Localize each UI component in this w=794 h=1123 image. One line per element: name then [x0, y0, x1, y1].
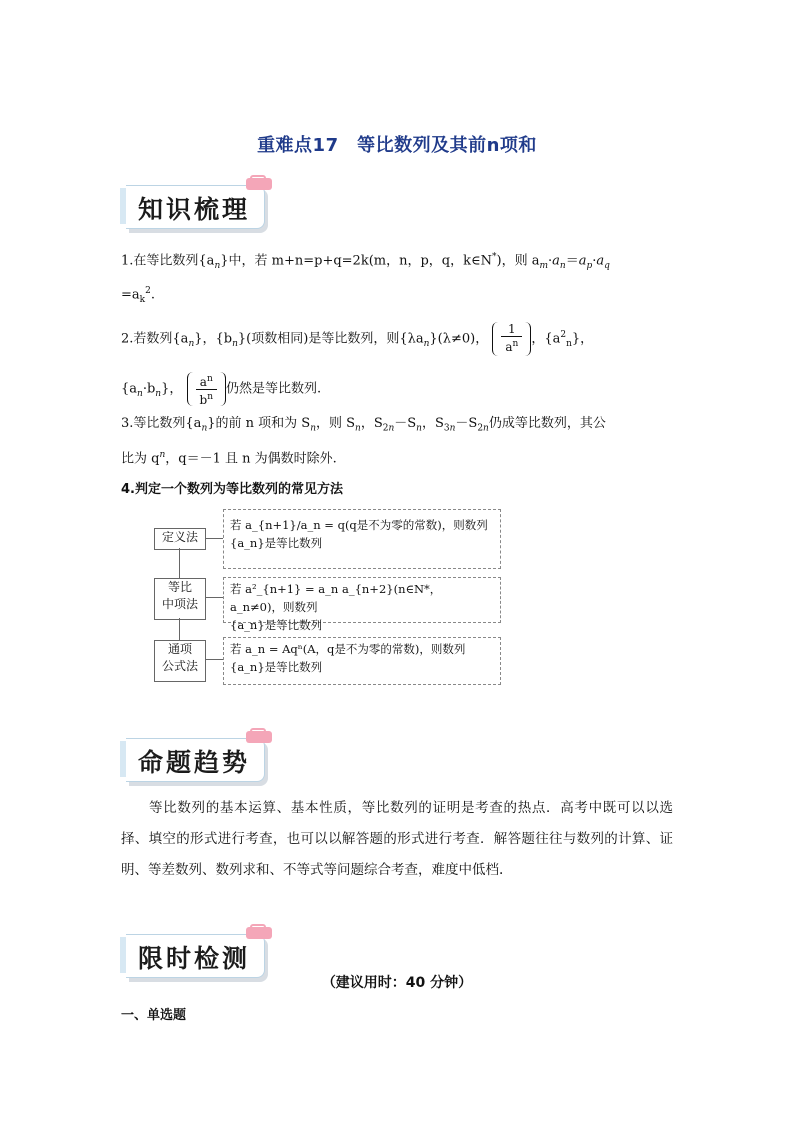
banner-label: 限时检测 [138, 944, 251, 973]
method-geometric-mean-desc: 若 a²_{n+1} = a_n a_{n+2}(n∈N*，a_n≠0)，则数列 {a_n}是等比数列 [223, 577, 501, 623]
point-1-cont: $=a_k^2$. [121, 286, 155, 305]
point-1: 1.在等比数列$\{a_n\}$中，若 m+n=p+q=2k(m，n，p，q，k∈N*)，则 $a_m\cdot a_n=a_p\cdot a_q$ [121, 252, 610, 271]
method-general-term: 通项 公式法 [154, 640, 206, 682]
section-banner-test [120, 934, 268, 976]
point-3-cont: 比为 $q^n$，q＝－1 且 n 为偶数时除外. [121, 450, 337, 467]
method-general-term-desc: 若 a_n = Aqⁿ(A，q是不为零的常数)，则数列 {a_n}是等比数列 [223, 637, 501, 685]
methods-heading: 4.判定一个数列为等比数列的常见方法 [121, 482, 343, 497]
time-hint: （建议用时：40 分钟） [321, 975, 473, 991]
banner-label: 知识梳理 [138, 195, 251, 224]
point-2-cont: $\{a_n\cdot b_n\}$， $\frac{a^n}{b^n}$ 仍然是等比数列. [121, 374, 322, 407]
method-definition: 定义法 [154, 528, 206, 550]
point-3: 3.等比数列$\{a_n\}$的前 n 项和为 $S_n$，则 $S_n$，$S_{2n}-S_n$，$S_{3n}-S_{2n}$仍成等比数列，其公 [121, 416, 606, 434]
section-banner-knowledge [120, 185, 268, 227]
banner-label: 命题趋势 [138, 748, 251, 777]
point-2: 2.若数列$\{a_n\}$，$\{b_n\}$(项数相同)是等比数列，则$\{\lambda a_n\}(\lambda\ne 0)$， $\frac{1}{a^n}$ ，$\{a^2_n\}$， [121, 322, 594, 354]
trend-paragraph: 等比数列的基本运算、基本性质，等比数列的证明是考查的热点．高考中既可以以选择、填空的形式进行考查，也可以以解答题的形式进行考查．解答题往往与数列的计算、证明、等差数列、数列求和、不等式等问题综合考查，难度中低档. [121, 800, 673, 878]
method-geometric-mean: 等比 中项法 [154, 578, 206, 620]
section-banner-trend [120, 738, 268, 780]
section-single-choice: 一、单选题 [121, 1008, 187, 1023]
page-title: 重难点17 等比数列及其前n项和 [257, 135, 537, 156]
method-definition-desc: 若 a_{n+1}/a_n = q(q是不为零的常数)，则数列 {a_n}是等比数列 [223, 509, 501, 569]
